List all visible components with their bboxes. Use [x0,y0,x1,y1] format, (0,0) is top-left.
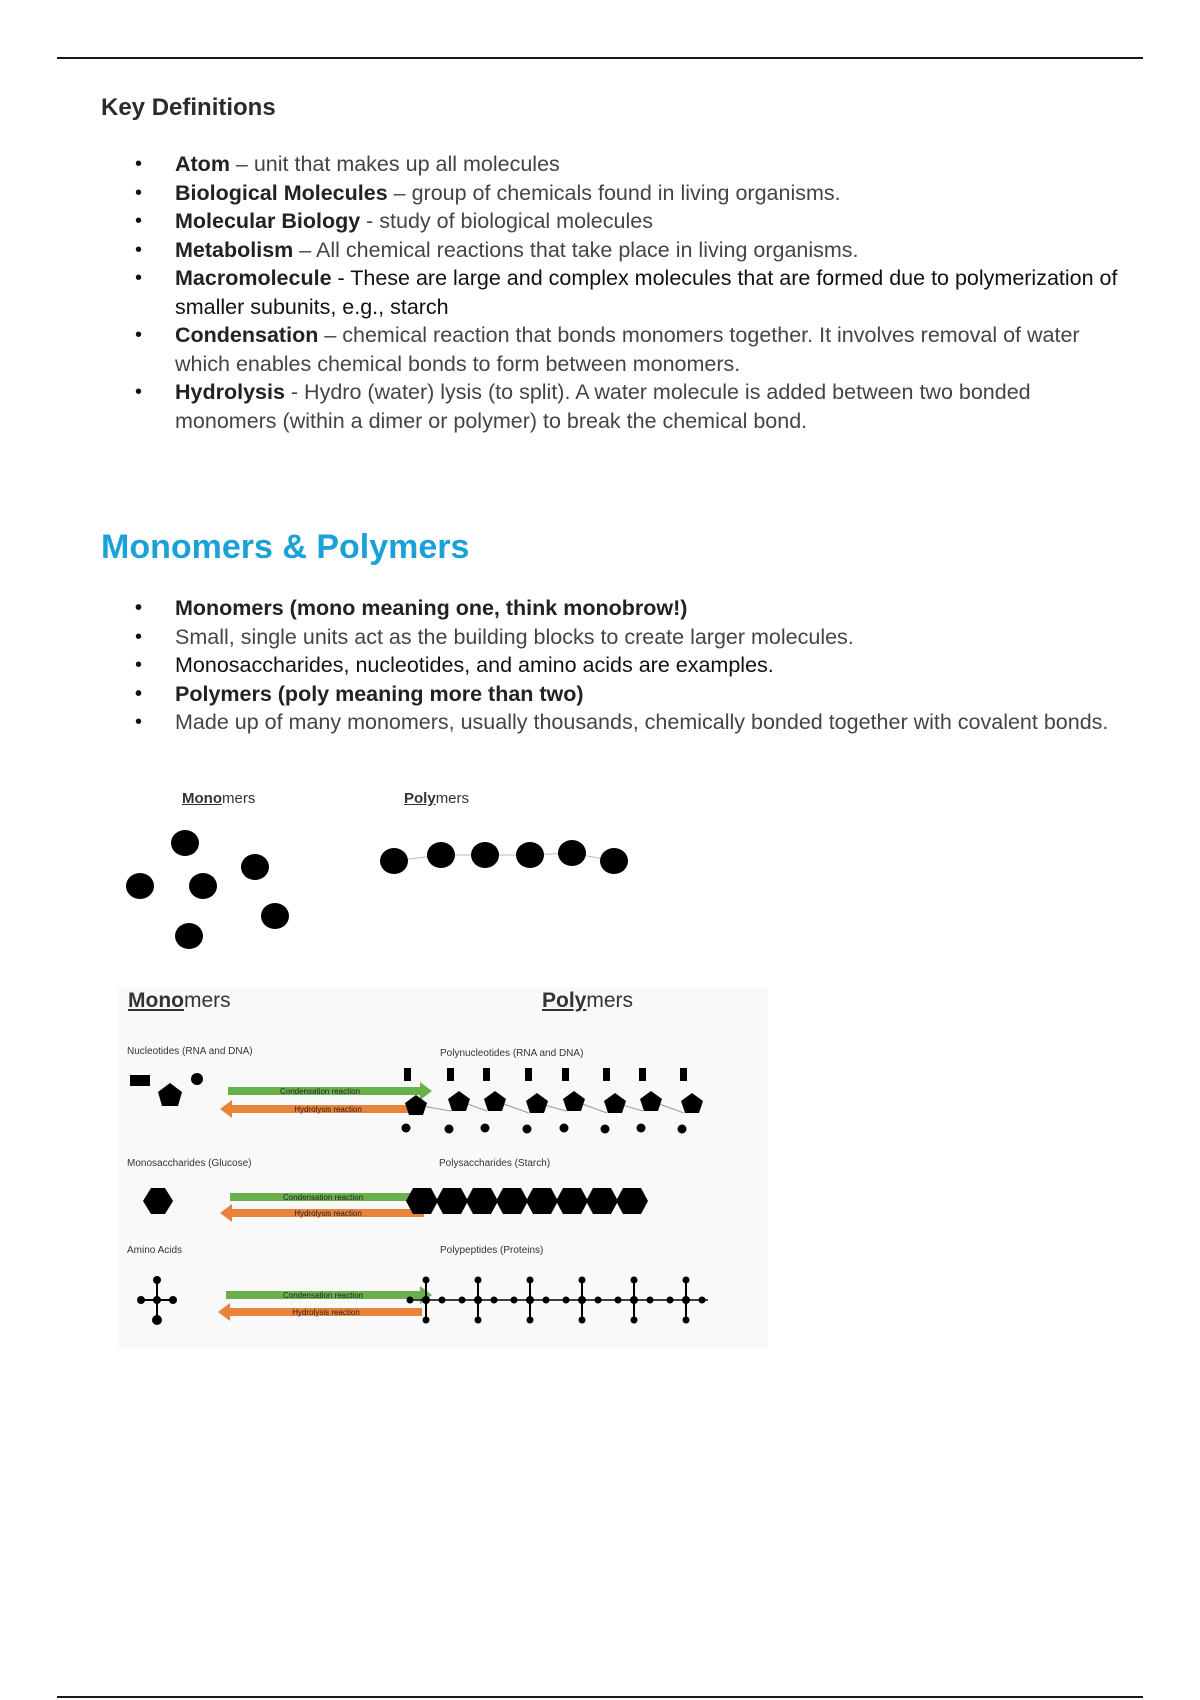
definition-item: • Atom – unit that makes up all molecules [101,150,1131,179]
glucose-hexagon [556,1188,588,1214]
amino-atom [595,1297,602,1304]
amino-atom [683,1317,690,1324]
polypeptides-caption: Polypeptides (Proteins) [440,1245,544,1256]
glucose-hexagon [436,1188,468,1214]
base-dot [523,1125,532,1134]
monomer-dot [126,873,154,899]
amino-atom [137,1296,145,1304]
glucose-hexagon [143,1188,173,1214]
figure2-polymers-title: Polymers [542,989,634,1012]
section-title: Monomers & Polymers [101,528,470,566]
list-item: • Polymers (poly meaning more than two) [101,680,1131,709]
phosphate-shape [603,1068,610,1081]
hydrolysis-label: Hydrolysis reaction [292,1308,360,1317]
row2-arrows [220,1188,434,1222]
amino-atom [543,1297,550,1304]
sugar-pentagon [526,1093,548,1113]
polynucleotide-chain [402,1068,704,1134]
glucose-hexagon [586,1188,618,1214]
sugar-pentagon [563,1091,585,1111]
definition-item: • Metabolism – All chemical reactions that take place in living organisms. [101,236,1131,265]
amino-acids-caption: Amino Acids [127,1245,183,1256]
amino-atom [169,1296,177,1304]
amino-atom [511,1297,518,1304]
amino-atom [422,1296,430,1304]
phosphate-shape [525,1068,532,1081]
nucleotides-caption: Nucleotides (RNA and DNA) [127,1046,253,1057]
phosphate-shape [404,1068,411,1081]
amino-atom [699,1297,706,1304]
amino-atom [152,1315,162,1325]
key-definitions-heading: Key Definitions [101,94,276,121]
monomers-polymers-list [101,594,1131,737]
definition-item: • Molecular Biology - study of biological molecules [101,207,1131,236]
polysaccharides-caption: Polysaccharides (Starch) [439,1158,551,1169]
amino-atom [578,1296,586,1304]
polymer-dot [471,842,499,868]
polymer-dot [558,840,586,866]
base-dot [481,1124,490,1133]
base-dot [560,1124,569,1133]
polypeptide-chain [407,1277,709,1324]
phosphate-shape [130,1075,150,1086]
amino-atom [682,1296,690,1304]
amino-atom [683,1277,690,1284]
definition-item: • Macromolecule - These are large and complex molecules that are formed due to polymerization of smaller subunits, e.g., starch [101,264,1131,321]
phosphate-shape [639,1068,646,1081]
base-dot [445,1125,454,1134]
list-item: • Monomers (mono meaning one, think monobrow!) [101,594,1131,623]
sugar-pentagon [405,1095,427,1115]
hydrolysis-label: Hydrolysis reaction [294,1105,362,1114]
figure1-polymers-label: Polymers [404,790,470,807]
base-dot [637,1124,646,1133]
monomer-dot [175,923,203,949]
polysaccharide-chain [406,1188,648,1214]
monomer-dot [241,854,269,880]
row1-arrows [220,1082,432,1118]
phosphate-shape [680,1068,687,1081]
monomers-polymers-dots-figure [100,815,660,965]
amino-atom [579,1277,586,1284]
polymer-dot [427,842,455,868]
condensation-label: Condensation reaction [279,1087,361,1096]
list-item: • Made up of many monomers, usually thousands, chemically bonded together with covalent bonds. [101,708,1131,737]
amino-atom [491,1297,498,1304]
amino-atom [423,1277,430,1284]
sugar-pentagon [484,1091,506,1111]
condensation-label: Condensation reaction [282,1291,364,1300]
hydrolysis-label: Hydrolysis reaction [294,1209,362,1218]
sugar-pentagon [448,1091,470,1111]
base-dot [402,1124,411,1133]
amino-atom [153,1296,161,1304]
monomer-dot [189,873,217,899]
amino-atom [423,1317,430,1324]
list-item: • Small, single units act as the building blocks to create larger molecules. [101,623,1131,652]
glucose-hexagon [466,1188,498,1214]
polymer-dot [380,848,408,874]
glucose-hexagon [496,1188,528,1214]
monomer-dot [261,903,289,929]
phosphate-shape [483,1068,490,1081]
amino-atom [475,1277,482,1284]
figure2-monomers-title: Monomers [128,989,231,1012]
amino-atom [526,1296,534,1304]
phosphate-shape [562,1068,569,1081]
row3-arrows [218,1286,432,1321]
polynucleotides-caption: Polynucleotides (RNA and DNA) [440,1048,584,1059]
amino-atom [474,1296,482,1304]
amino-atom [153,1276,161,1284]
sugar-pentagon [681,1093,703,1113]
amino-atom [439,1297,446,1304]
amino-atom [630,1296,638,1304]
base-dot [601,1125,610,1134]
monomer-dots [126,830,289,949]
amino-atom [615,1297,622,1304]
monomer-dot [171,830,199,856]
polymer-chain [380,840,628,874]
amino-atom [631,1277,638,1284]
monosaccharides-caption: Monosaccharides (Glucose) [127,1158,252,1169]
amino-atom [563,1297,570,1304]
glucose-hexagon [526,1188,558,1214]
amino-atom [667,1297,674,1304]
sugar-pentagon [640,1091,662,1111]
definition-item: • Condensation – chemical reaction that bonds monomers together. It involves removal of water which enables chemical bonds to form between monomers. [101,321,1131,378]
amino-atom [407,1297,414,1304]
amino-atom [579,1317,586,1324]
amino-atom [459,1297,466,1304]
figure1-monomers-label: Monomers [182,790,256,807]
amino-acid-monomer [137,1276,177,1325]
amino-atom [631,1317,638,1324]
sugar-pentagon [158,1083,182,1106]
base-dot [191,1073,203,1085]
amino-atom [527,1277,534,1284]
glucose-hexagon [616,1188,648,1214]
list-item: • Monosaccharides, nucleotides, and amino acids are examples. [101,651,1131,680]
definition-item: • Hydrolysis - Hydro (water) lysis (to split). A water molecule is added between two bonded monomers (within a dimer or polymer) to break the chemical bond. [101,378,1131,435]
condensation-label: Condensation reaction [282,1193,364,1202]
phosphate-shape [447,1068,454,1081]
amino-atom [527,1317,534,1324]
top-rule [57,57,1143,59]
polymer-dot [516,842,544,868]
base-dot [678,1125,687,1134]
sugar-pentagon [604,1093,626,1113]
polymer-dot [600,848,628,874]
bottom-rule [57,1696,1143,1698]
definitions-list [101,150,1131,435]
amino-atom [647,1297,654,1304]
nucleotide-monomer [130,1073,203,1106]
amino-atom [475,1317,482,1324]
definition-item: • Biological Molecules – group of chemicals found in living organisms. [101,179,1131,208]
